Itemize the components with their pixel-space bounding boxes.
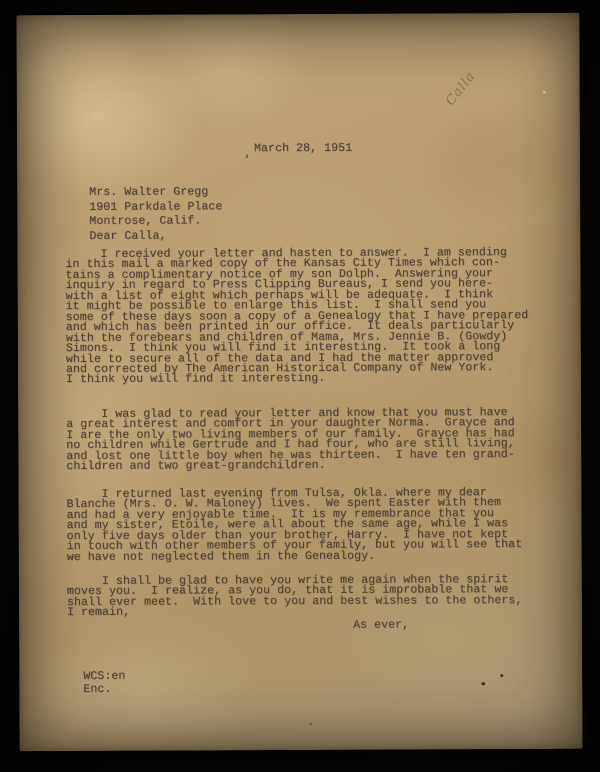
letter-paragraph-4: I shall be glad to have you write me again when the spirit moves you. I realize, as you do, that it is improbable that we shall ever meet. With love to you and best wishes to the others, I remain, <box>66 573 523 620</box>
paper-speck <box>246 154 248 158</box>
letter-paragraph-3: I returned last evening from Tulsa, Okla. where my dear Blanche (Mrs. O. W. Maloney) lives. We spent Easter with them and had a very enjoyable time. It is my remembrance that you and my sister, Etoile, were all about the same age, while I was only five days older than your brother, Harry. I have not kept in touch with other members of your family, but you will see that we have not neglected them in the Genealogy. <box>66 486 523 564</box>
paper-speck <box>481 682 485 685</box>
salutation: Dear Calla, <box>89 229 167 243</box>
paper-fleck <box>543 91 546 94</box>
paper-speck <box>500 674 503 677</box>
letter-date: March 28, 1951 <box>253 141 353 156</box>
letter-paragraph-2: I was glad to read your letter and know that you must have a great interest and comfort in your daughter Norma. Grayce and I are the only two living members of our family. Grayce has had no children while Gertrude and I had four, who are still living, and lost one little boy when he was thirteen. I have ten grand- children and two great-grandchildren. <box>66 406 515 474</box>
recipient-address: Mrs. Walter Gregg 1901 Parkdale Place Montrose, Calif. <box>89 185 223 228</box>
typist-initials-enclosure: WCS:en Enc. <box>83 669 126 696</box>
letter-paper <box>16 13 582 751</box>
handwritten-annotation: Calla <box>443 68 479 109</box>
paper-speck <box>309 723 312 725</box>
closing-phrase: As ever, <box>353 618 410 632</box>
letter-paragraph-1: I received your letter and hasten to answer. I am sending in this mail a marked copy of the Kansas City Times which con- tains a complimentary notice of my son Dolph. Answering your inquiry in regard to Press Clipping Bureaus, I send you here- with a list of eight which perhaps will be adequate. I think it might be possible to enlarge this list. I shall send you some of these days soon a copy of a Genealogy that I have prepared and which has been printed in our office. It deals particularly with the forebears and children of Mama, Mrs. Jennie B. (Gowdy) Simons. I think you will find it interesting. It took a long while to secure all of the data and I had the matter approved and corrected by The American Historical Company of New York. I think you will find it interesting. <box>65 246 529 387</box>
